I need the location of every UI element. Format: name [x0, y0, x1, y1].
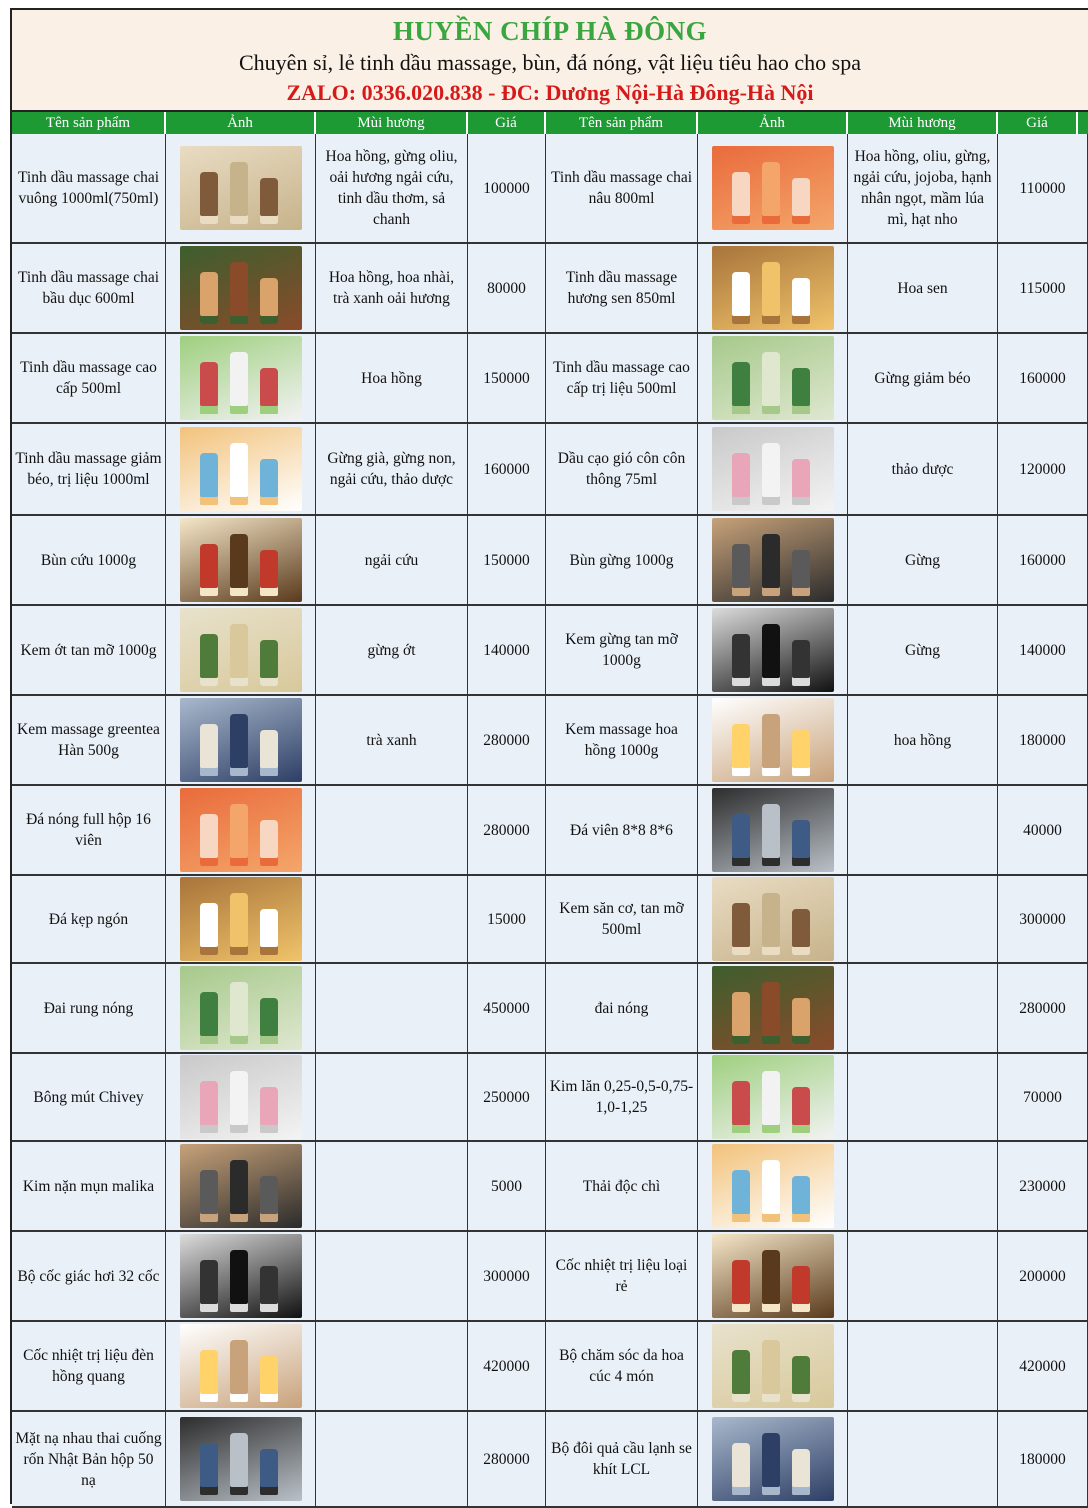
product-scent — [316, 786, 468, 876]
product-price-text: 120000 — [1019, 460, 1066, 478]
product-scent-text: Gừng — [904, 641, 941, 659]
product-price — [468, 964, 546, 1054]
product-name — [12, 1232, 166, 1322]
product-name — [546, 244, 698, 334]
product-image-cell — [698, 1142, 848, 1232]
product-name — [12, 786, 166, 876]
product-image-cell — [698, 964, 848, 1054]
product-scent — [316, 964, 468, 1054]
product-image — [180, 518, 302, 602]
product-price-text: 250000 — [483, 1088, 530, 1106]
product-scent-text: Hoa hồng — [361, 369, 422, 387]
product-price — [468, 244, 546, 334]
product-name-text: Mặt nạ nhau thai cuống rốn Nhật Bản hộp 50 nạ — [15, 1429, 162, 1489]
product-image-cell — [166, 244, 316, 334]
product-scent — [316, 1142, 468, 1232]
table-row — [12, 1142, 1088, 1232]
product-image-cell — [166, 606, 316, 696]
table-row — [12, 424, 1088, 516]
product-name — [12, 516, 166, 606]
product-price — [468, 876, 546, 964]
product-image — [180, 788, 302, 872]
product-price — [998, 516, 1088, 606]
product-scent — [848, 964, 998, 1054]
product-name-text: Bộ đôi quả cầu lạnh se khít LCL — [551, 1440, 692, 1478]
product-scent-text: Hoa hồng, gừng oliu, oải hương ngải cứu, tinh dầu thơm, sả chanh — [325, 148, 458, 228]
table-row — [12, 606, 1088, 696]
table-row — [12, 516, 1088, 606]
product-scent — [316, 424, 468, 516]
product-image-cell — [166, 516, 316, 606]
product-image — [180, 1234, 302, 1318]
product-name-text: Kem săn cơ, tan mỡ 500ml — [559, 900, 684, 938]
product-scent — [316, 1322, 468, 1412]
product-scent-text: hoa hồng — [893, 731, 952, 749]
product-name — [546, 696, 698, 786]
product-image — [712, 608, 834, 692]
product-image — [712, 698, 834, 782]
product-price — [998, 134, 1088, 244]
product-image-cell — [166, 786, 316, 876]
product-image — [712, 788, 834, 872]
price-sheet — [10, 8, 1088, 1504]
product-scent — [848, 516, 998, 606]
product-image-cell — [166, 1412, 316, 1508]
product-name — [546, 516, 698, 606]
product-price — [998, 424, 1088, 516]
product-image-cell — [166, 134, 316, 244]
product-image — [712, 1144, 834, 1228]
product-scent — [848, 1232, 998, 1322]
product-scent — [848, 696, 998, 786]
product-name-text: Tinh dầu massage chai bầu dục 600ml — [17, 269, 160, 307]
product-scent — [848, 134, 998, 244]
product-price-text: 100000 — [483, 179, 530, 197]
product-price-text: 150000 — [483, 369, 530, 387]
product-image-cell — [166, 1054, 316, 1142]
product-name — [546, 876, 698, 964]
product-image — [712, 518, 834, 602]
product-image-cell — [166, 876, 316, 964]
product-scent — [848, 1142, 998, 1232]
table-row — [12, 1412, 1088, 1508]
product-name — [546, 964, 698, 1054]
product-name-text: Tinh dầu massage chai vuông 1000ml(750ml) — [17, 169, 160, 207]
product-image-cell — [698, 786, 848, 876]
product-price-text: 280000 — [483, 731, 530, 749]
product-scent — [316, 876, 468, 964]
product-image-cell — [166, 1322, 316, 1412]
product-image — [180, 246, 302, 330]
product-image-cell — [166, 696, 316, 786]
table-row — [12, 964, 1088, 1054]
product-image — [180, 1417, 302, 1501]
product-price-text: 110000 — [1019, 179, 1066, 197]
product-name — [12, 1322, 166, 1412]
product-scent — [316, 334, 468, 424]
product-price-text: 230000 — [1019, 1177, 1066, 1195]
product-price — [468, 424, 546, 516]
product-image — [712, 877, 834, 961]
product-price — [468, 606, 546, 696]
product-price-text: 150000 — [483, 551, 530, 569]
product-name-text: đai nóng — [594, 999, 649, 1017]
product-image-cell — [698, 244, 848, 334]
product-name-text: Kim nặn mụn malika — [22, 1177, 155, 1195]
product-price — [468, 786, 546, 876]
product-price-text: 160000 — [483, 460, 530, 478]
col-header-name-left: Tên sản phẩm — [12, 112, 166, 134]
product-price-text: 160000 — [1019, 551, 1066, 569]
product-price — [998, 1322, 1088, 1412]
product-name — [12, 1054, 166, 1142]
product-scent — [316, 696, 468, 786]
product-name-text: Thải độc chì — [582, 1177, 661, 1195]
product-price — [468, 1232, 546, 1322]
product-image-cell — [698, 516, 848, 606]
product-price-text: 200000 — [1019, 1267, 1066, 1285]
table-row — [12, 696, 1088, 786]
product-image — [180, 1324, 302, 1408]
product-price-text: 420000 — [483, 1357, 530, 1375]
product-image-cell — [698, 696, 848, 786]
product-name — [12, 334, 166, 424]
product-image-cell — [166, 964, 316, 1054]
product-image — [180, 1144, 302, 1228]
product-name — [546, 786, 698, 876]
product-image-cell — [166, 334, 316, 424]
product-name-text: Cốc nhiệt trị liệu đèn hồng quang — [23, 1347, 154, 1385]
product-name-text: Đá nóng full hộp 16 viên — [26, 811, 151, 849]
product-image — [712, 336, 834, 420]
product-name — [12, 696, 166, 786]
product-scent — [848, 1054, 998, 1142]
product-name-text: Bùn gừng 1000g — [569, 551, 674, 569]
shop-contact: ZALO: 0336.020.838 - ĐC: Dương Nội-Hà Đông-Hà Nội — [286, 80, 814, 105]
product-price-text: 300000 — [483, 1267, 530, 1285]
product-name — [12, 424, 166, 516]
product-scent-text: gừng ớt — [367, 641, 416, 659]
product-image-cell — [698, 1322, 848, 1412]
product-price-text: 70000 — [1023, 1088, 1062, 1106]
table-row — [12, 1322, 1088, 1412]
product-scent-text: Hoa sen — [897, 279, 948, 297]
table-row — [12, 1054, 1088, 1142]
product-price-text: 140000 — [1019, 641, 1066, 659]
product-name — [546, 334, 698, 424]
product-image — [180, 966, 302, 1050]
product-name-text: Tinh dầu massage cao cấp trị liệu 500ml — [553, 359, 690, 397]
product-price — [998, 1412, 1088, 1508]
product-name-text: Tinh dầu massage chai nâu 800ml — [550, 169, 693, 207]
product-price-text: 180000 — [1019, 1450, 1066, 1468]
product-scent — [848, 1412, 998, 1508]
col-header-scent-right: Mùi hương — [848, 112, 998, 134]
product-name — [546, 1054, 698, 1142]
product-scent — [848, 876, 998, 964]
product-name — [12, 606, 166, 696]
product-image-cell — [698, 1412, 848, 1508]
product-name-text: Tinh dầu massage hương sen 850ml — [565, 269, 678, 307]
product-price-text: 15000 — [487, 910, 526, 928]
product-scent — [848, 424, 998, 516]
product-price-text: 280000 — [1019, 999, 1066, 1017]
shop-title: HUYỀN CHÍP HÀ ĐÔNG — [392, 16, 708, 46]
product-image — [180, 427, 302, 511]
product-price-text: 420000 — [1019, 1357, 1066, 1375]
product-name — [12, 1142, 166, 1232]
product-image-cell — [698, 1232, 848, 1322]
table-row — [12, 1232, 1088, 1322]
product-name-text: Bộ cốc giác hơi 32 cốc — [17, 1267, 160, 1285]
product-name — [546, 1142, 698, 1232]
product-image-cell — [698, 334, 848, 424]
product-price — [468, 1054, 546, 1142]
product-name — [12, 244, 166, 334]
product-scent — [316, 1054, 468, 1142]
product-scent-text: trà xanh — [366, 731, 417, 749]
product-image-cell — [698, 876, 848, 964]
product-name-text: Bông mút Chivey — [33, 1088, 144, 1106]
product-scent — [848, 786, 998, 876]
product-image-cell — [698, 424, 848, 516]
product-scent — [848, 1322, 998, 1412]
product-image-cell — [698, 134, 848, 244]
product-image-cell — [166, 1142, 316, 1232]
product-name-text: Tinh dầu massage giảm béo, trị liệu 1000ml — [15, 450, 162, 488]
product-name-text: Tinh dầu massage cao cấp 500ml — [20, 359, 157, 397]
product-image-cell — [166, 424, 316, 516]
product-price-text: 80000 — [487, 279, 526, 297]
product-name — [546, 1322, 698, 1412]
col-header-image-right: Ảnh — [698, 112, 848, 134]
product-image — [180, 698, 302, 782]
product-name-text: Đá viên 8*8 8*6 — [570, 821, 673, 839]
product-image — [712, 966, 834, 1050]
table-row — [12, 244, 1088, 334]
product-price — [998, 786, 1088, 876]
product-price — [468, 334, 546, 424]
product-price — [998, 244, 1088, 334]
product-price-text: 450000 — [483, 999, 530, 1017]
sheet-header — [12, 10, 1088, 112]
product-image — [180, 877, 302, 961]
product-price-text: 300000 — [1019, 910, 1066, 928]
product-name-text: Kem massage hoa hồng 1000g — [565, 721, 678, 759]
product-price — [998, 1142, 1088, 1232]
product-price — [468, 1142, 546, 1232]
product-price — [998, 876, 1088, 964]
product-name-text: Đai rung nóng — [43, 999, 134, 1017]
product-scent-text: Hoa hồng, oliu, gừng, ngải cứu, jojoba, hạnh nhân ngọt, mầm lúa mì, hạt nho — [853, 148, 992, 228]
product-scent — [316, 606, 468, 696]
product-scent-text: Gừng già, gừng non, ngải cứu, thảo dược — [327, 450, 456, 488]
col-header-name-right: Tên sản phẩm — [546, 112, 698, 134]
product-image — [712, 427, 834, 511]
table-row — [12, 786, 1088, 876]
product-price — [998, 1232, 1088, 1322]
col-header-scent-left: Mùi hương — [316, 112, 468, 134]
product-name — [12, 876, 166, 964]
product-name — [546, 1412, 698, 1508]
product-name-text: Kim lăn 0,25-0,5-0,75-1,0-1,25 — [549, 1078, 694, 1116]
product-scent — [848, 244, 998, 334]
product-name — [546, 424, 698, 516]
product-scent-text: thảo dược — [891, 460, 954, 478]
product-name-text: Kem ớt tan mỡ 1000g — [20, 641, 157, 659]
product-scent — [316, 516, 468, 606]
table-row — [12, 876, 1088, 964]
product-name — [546, 606, 698, 696]
product-scent-text: Hoa hồng, hoa nhài, trà xanh oải hương — [328, 269, 455, 307]
column-header-row — [12, 112, 1088, 134]
product-price — [468, 516, 546, 606]
product-price — [468, 134, 546, 244]
product-name — [12, 1412, 166, 1508]
product-price — [998, 334, 1088, 424]
product-image — [180, 1055, 302, 1139]
product-name — [12, 134, 166, 244]
product-image — [180, 336, 302, 420]
product-price-text: 280000 — [483, 1450, 530, 1468]
product-name — [546, 134, 698, 244]
product-price-text: 280000 — [483, 821, 530, 839]
product-name — [546, 1232, 698, 1322]
product-image — [712, 146, 834, 230]
product-name-text: Bùn cứu 1000g — [40, 551, 137, 569]
product-name-text: Dầu cạo gió côn côn thông 75ml — [557, 450, 686, 488]
product-price — [468, 1322, 546, 1412]
product-scent — [316, 134, 468, 244]
product-scent — [316, 1412, 468, 1508]
product-name-text: Kem gừng tan mỡ 1000g — [565, 631, 678, 669]
product-price-text: 140000 — [483, 641, 530, 659]
product-price-text: 5000 — [491, 1177, 522, 1195]
product-price-text: 115000 — [1019, 279, 1066, 297]
product-image — [712, 1055, 834, 1139]
product-price — [998, 696, 1088, 786]
product-scent — [316, 244, 468, 334]
product-image — [180, 608, 302, 692]
product-scent-text: ngải cứu — [364, 551, 419, 569]
product-image — [712, 1417, 834, 1501]
product-price-text: 160000 — [1019, 369, 1066, 387]
product-image — [712, 1324, 834, 1408]
shop-subtitle: Chuyên sỉ, lẻ tinh dầu massage, bùn, đá nóng, vật liệu tiêu hao cho spa — [239, 50, 861, 75]
product-scent — [316, 1232, 468, 1322]
product-price-text: 180000 — [1019, 731, 1066, 749]
product-scent-text: Gừng giảm béo — [874, 369, 971, 387]
product-image — [180, 146, 302, 230]
product-name-text: Đá kẹp ngón — [48, 910, 129, 928]
product-image — [712, 246, 834, 330]
col-header-price-right: Giá — [998, 112, 1078, 134]
product-price-text: 40000 — [1023, 821, 1062, 839]
product-name-text: Cốc nhiệt trị liệu loại rẻ — [555, 1257, 688, 1295]
table-row — [12, 134, 1088, 244]
product-scent — [848, 334, 998, 424]
product-image-cell — [166, 1232, 316, 1322]
product-name — [12, 964, 166, 1054]
product-image — [712, 1234, 834, 1318]
product-scent-text: Gừng — [904, 551, 941, 569]
table-row — [12, 334, 1088, 424]
product-price — [468, 696, 546, 786]
product-name-text: Kem massage greentea Hàn 500g — [17, 721, 160, 759]
product-image-cell — [698, 1054, 848, 1142]
product-price — [998, 964, 1088, 1054]
product-name-text: Bộ chăm sóc da hoa cúc 4 món — [559, 1347, 684, 1385]
product-image-cell — [698, 606, 848, 696]
product-scent — [848, 606, 998, 696]
col-header-image-left: Ảnh — [166, 112, 316, 134]
col-header-price-left: Giá — [468, 112, 546, 134]
product-price — [998, 606, 1088, 696]
product-price — [998, 1054, 1088, 1142]
product-price — [468, 1412, 546, 1508]
